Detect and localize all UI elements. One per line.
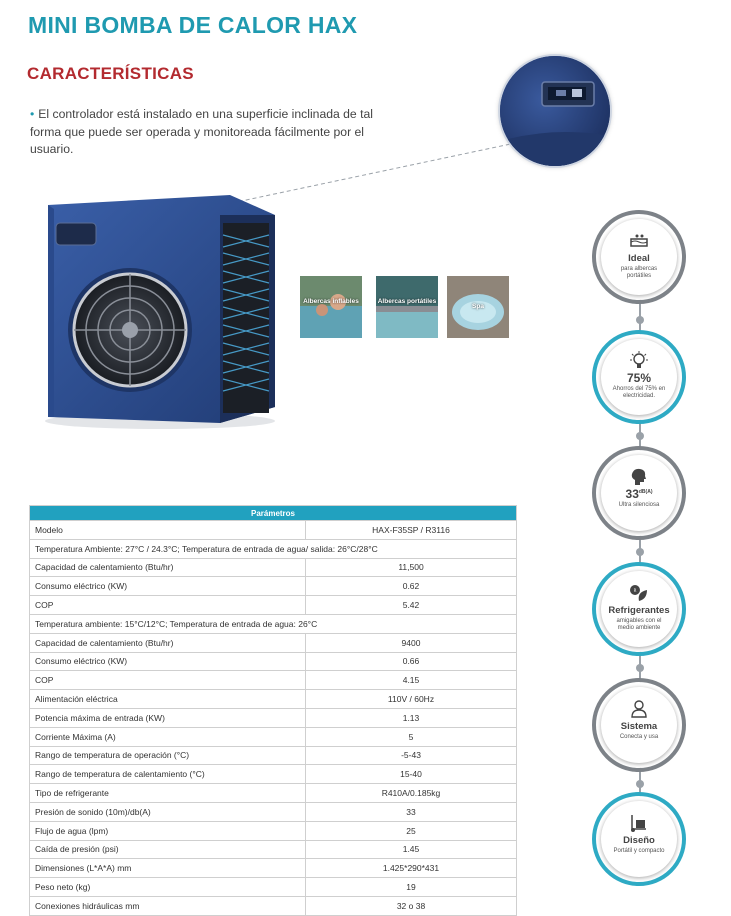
table-cell-parameter: Consumo eléctrico (KW): [30, 652, 306, 671]
table-header-row: [30, 506, 517, 521]
table-cell-parameter: Potencia máxima de entrada (KW): [30, 708, 306, 727]
pool-icon: [629, 231, 649, 251]
portable-pool-photo: [376, 276, 438, 338]
table-cell-parameter: Conexiones hidráulicas mm: [30, 896, 306, 915]
table-row: [30, 652, 517, 671]
table-row: [30, 878, 517, 897]
feature-title-text: Diseño: [623, 835, 655, 846]
feature-text: Ahorros del 75% en electricidad.: [612, 386, 666, 399]
table-cell-value: 1.425*290*431: [306, 859, 517, 878]
feature-title: [601, 371, 677, 385]
feature-circle: [601, 571, 677, 647]
table-body: [30, 521, 517, 916]
table-cell-parameter: Alimentación eléctrica: [30, 690, 306, 709]
bullet: •: [30, 107, 35, 121]
feature-title: [601, 487, 677, 501]
table-row: [30, 840, 517, 859]
feature-text: Conecta y usa: [619, 734, 659, 740]
table-row: [30, 784, 517, 803]
table-cell-parameter: Caída de presión (psi): [30, 840, 306, 859]
feature-badge: [596, 334, 682, 420]
hand-truck-icon: [629, 813, 649, 833]
thumbnail-inflatable-pool: [300, 276, 362, 338]
table-cell-value: 110V / 60Hz: [306, 690, 517, 709]
thumbnail-label: Albercas portátiles: [377, 298, 437, 305]
table-header: Parámetros: [30, 506, 517, 521]
silent-head-icon: [629, 467, 649, 487]
timeline-dot: [636, 316, 644, 324]
inflatable-pool-photo: [300, 276, 362, 338]
feature-badge: [596, 450, 682, 536]
table-cell-value: 5: [306, 727, 517, 746]
timeline-dot: [636, 664, 644, 672]
svg-text:R: R: [633, 588, 637, 593]
table-row: [30, 539, 517, 558]
feature-circle: [601, 339, 677, 415]
table-row: [30, 614, 517, 633]
table-row: [30, 521, 517, 540]
table-row: [30, 708, 517, 727]
table-cell-parameter: Peso neto (kg): [30, 878, 306, 897]
feature-title-text: Sistema: [620, 721, 658, 732]
feature-text: Ultra silenciosa: [618, 502, 660, 508]
feature-text: Portátil y compacto: [613, 848, 665, 854]
feature-circle: [601, 219, 677, 295]
table-cell-value: 1.45: [306, 840, 517, 859]
feature-text: amigables con el medio ambiente: [616, 618, 662, 631]
table-cell-value: 11,500: [306, 558, 517, 577]
table-row: [30, 746, 517, 765]
table-cell-value: 15-40: [306, 765, 517, 784]
table-cell-value: 4.15: [306, 671, 517, 690]
feature-circle: [601, 687, 677, 763]
table-cell-parameter: Consumo eléctrico (KW): [30, 577, 306, 596]
lightbulb-icon: [629, 351, 649, 371]
feature-badge: [596, 682, 682, 768]
table-cell-parameter: Rango de temperatura de operación (°C): [30, 746, 306, 765]
table-cell-value: 19: [306, 878, 517, 897]
feature-title-unit: dB(A): [638, 489, 653, 495]
table-cell-parameter: Presión de sonido (10m)/db(A): [30, 802, 306, 821]
table-row: [30, 859, 517, 878]
table-row: [30, 558, 517, 577]
parameters-table: [29, 505, 517, 916]
table-cell-parameter: Dimensiones (L*A*A) mm: [30, 859, 306, 878]
table-cell-parameter: COP: [30, 671, 306, 690]
table-cell-condition: Temperatura Ambiente: 27°C / 24.3°C; Temperatura de entrada de agua/ salida: 26°C/28°C: [30, 539, 517, 558]
feature-badge: [596, 566, 682, 652]
timeline-dot: [636, 780, 644, 788]
table-cell-parameter: COP: [30, 596, 306, 615]
table-cell-value: 0.66: [306, 652, 517, 671]
table-row: [30, 577, 517, 596]
table-cell-value: R410A/0.185kg: [306, 784, 517, 803]
table-cell-value: 1.13: [306, 708, 517, 727]
table-cell-value: 0.62: [306, 577, 517, 596]
table-cell-parameter: Rango de temperatura de calentamiento (°C): [30, 765, 306, 784]
table-cell-parameter: Corriente Máxima (A): [30, 727, 306, 746]
heat-pump-image: [40, 195, 280, 435]
description-text: El controlador está instalado en una superficie inclinada de tal forma que puede ser operada y monitoreada fácilmente por el usuario.: [30, 107, 373, 156]
table-row: [30, 633, 517, 652]
feature-title: [601, 721, 677, 732]
feature-title: [601, 253, 677, 264]
feature-title-text: Ideal: [628, 253, 650, 264]
thumbnail-label: Albercas inflables: [303, 298, 359, 305]
table-cell-parameter: Capacidad de calentamiento (Btu/hr): [30, 633, 306, 652]
table-cell-value: HAX-F35SP / R3116: [306, 521, 517, 540]
table-cell-parameter: Modelo: [30, 521, 306, 540]
table-row: [30, 802, 517, 821]
table-cell-value: -5-43: [306, 746, 517, 765]
refrigerant-leaf-icon: [629, 583, 649, 603]
table-cell-condition: Temperatura ambiente: 15°C/12°C; Temperatura de entrada de agua: 26°C: [30, 614, 517, 633]
feature-title-text: Refrigerantes: [608, 605, 670, 616]
feature-badge: [596, 214, 682, 300]
section-title: CARACTERÍSTICAS: [27, 64, 194, 83]
feature-circle: [601, 455, 677, 531]
user-plug-icon: [629, 699, 649, 719]
table-row: [30, 821, 517, 840]
thumbnail-label: Spa: [472, 303, 484, 310]
controller-panel-icon: [500, 56, 610, 166]
table-cell-value: 9400: [306, 633, 517, 652]
timeline-dot: [636, 548, 644, 556]
table-cell-value: 25: [306, 821, 517, 840]
table-row: [30, 671, 517, 690]
timeline-dot: [636, 432, 644, 440]
table-cell-value: 33: [306, 802, 517, 821]
table-cell-parameter: Tipo de refrigerante: [30, 784, 306, 803]
thumbnail-spa: [447, 276, 509, 338]
table-row: [30, 896, 517, 915]
feature-text: para albercas portátiles: [620, 266, 658, 279]
feature-title-text: 33: [625, 487, 639, 501]
table-cell-value: 32 o 38: [306, 896, 517, 915]
table-row: [30, 727, 517, 746]
table-row: [30, 765, 517, 784]
controller-zoom-image: [500, 56, 610, 166]
feature-badge: [596, 796, 682, 882]
page-title: MINI BOMBA DE CALOR HAX: [28, 12, 358, 38]
table-row: [30, 596, 517, 615]
feature-title: [601, 605, 677, 616]
table-cell-parameter: Capacidad de calentamiento (Btu/hr): [30, 558, 306, 577]
feature-title: [601, 835, 677, 846]
table-cell-value: 5.42: [306, 596, 517, 615]
feature-title-text: 75%: [626, 371, 652, 385]
feature-circle: [601, 801, 677, 877]
table-row: [30, 690, 517, 709]
thumbnail-portable-pool: [376, 276, 438, 338]
table-cell-parameter: Flujo de agua (lpm): [30, 821, 306, 840]
